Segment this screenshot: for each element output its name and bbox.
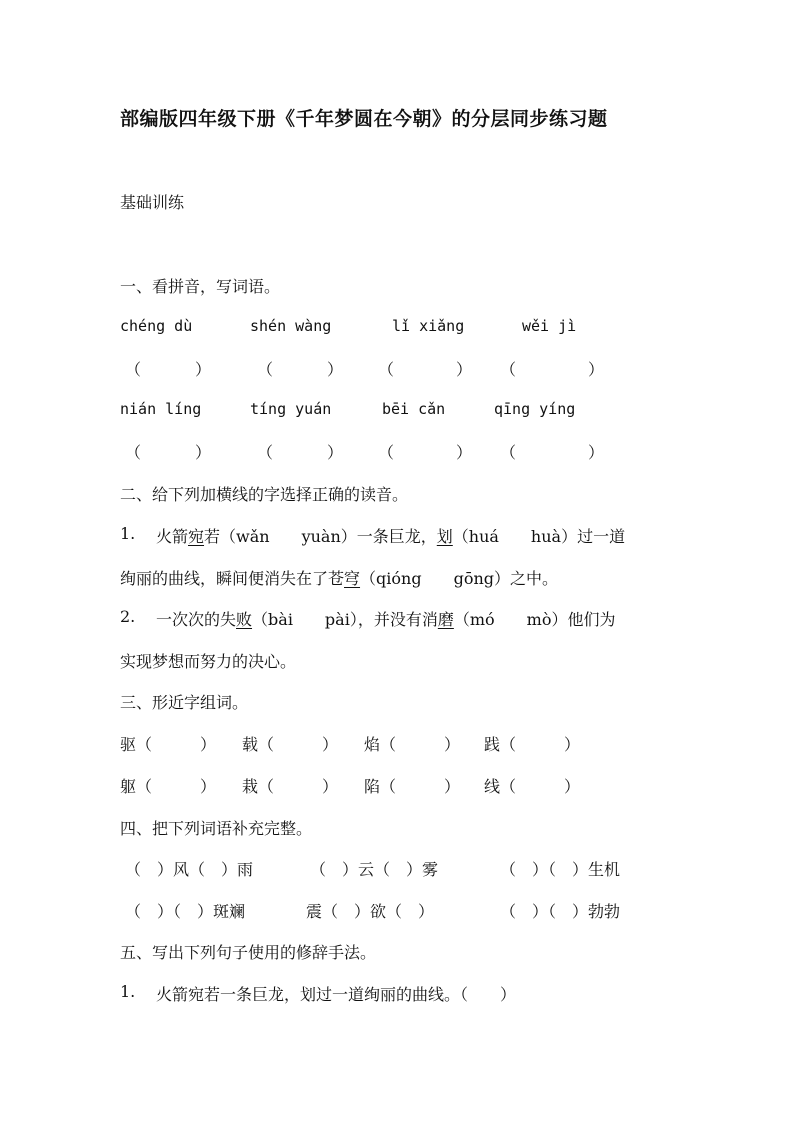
blank-close: ） [588, 360, 605, 379]
underlined-char: 划 [436, 527, 453, 546]
item-number: 1. [120, 982, 136, 1001]
blank-open: （ [378, 443, 395, 462]
sentence-text: 火箭宛若（wǎn yuàn）一条巨龙，划（huá huà）过一道 [156, 527, 626, 546]
blank-close: ） [588, 443, 605, 462]
underlined-char: 宛 [188, 527, 205, 546]
q5-heading: 五、写出下列句子使用的修辞手法。 [120, 943, 377, 962]
pinyin-item: tíng yuán [250, 400, 332, 418]
item-number: 2. [120, 607, 136, 626]
q1-heading: 一、看拼音，写词语。 [120, 277, 281, 296]
blank-close: ） [327, 443, 344, 462]
blank-close: ） [195, 360, 212, 379]
blank-open: （ [257, 360, 274, 379]
idiom-item: （ ）（ ）勃勃 [500, 902, 621, 921]
word-item: 躯（ ） [120, 777, 217, 796]
blank-open: （ [257, 443, 274, 462]
pinyin-item: bēi cǎn [382, 400, 446, 418]
pinyin-item: qīng yíng [494, 400, 576, 418]
underlined-char: 穹 [344, 569, 361, 588]
q2-heading: 二、给下列加横线的字选择正确的读音。 [120, 485, 409, 504]
blank-open: （ [500, 360, 517, 379]
pinyin-item: chéng dù [120, 317, 193, 335]
item-number: 1. [120, 524, 136, 543]
word-item: 陷（ ） [364, 777, 461, 796]
idiom-item: （ ）风（ ）雨 [125, 860, 254, 879]
word-item: 焰（ ） [364, 735, 461, 754]
idiom-item: （ ）云（ ）雾 [310, 860, 439, 879]
q4-heading: 四、把下列词语补充完整。 [120, 819, 313, 838]
blank-open: （ [125, 360, 142, 379]
blank-close: ） [195, 443, 212, 462]
blank-close: ） [456, 443, 473, 462]
word-item: 载（ ） [242, 735, 339, 754]
word-item: 线（ ） [484, 777, 581, 796]
page-title: 部编版四年级下册《千年梦圆在今朝》的分层同步练习题 [120, 108, 608, 130]
sentence-text: 绚丽的曲线，瞬间便消失在了苍穹（qióng gōng）之中。 [120, 569, 558, 588]
idiom-item: （ ）（ ）斑斓 [125, 902, 246, 921]
blank-close: ） [327, 360, 344, 379]
word-item: 践（ ） [484, 735, 581, 754]
idiom-item: （ ）（ ）生机 [500, 860, 621, 879]
pinyin-item: shén wàng [250, 317, 332, 335]
pinyin-item: wěi jì [522, 317, 577, 335]
q3-heading: 三、形近字组词。 [120, 693, 249, 712]
section-heading-basic: 基础训练 [120, 193, 185, 212]
blank-close: ） [456, 360, 473, 379]
sentence-text: 火箭宛若一条巨龙，划过一道绚丽的曲线。（ ） [156, 985, 517, 1004]
blank-open: （ [378, 360, 395, 379]
blank-open: （ [500, 443, 517, 462]
word-item: 驱（ ） [120, 735, 217, 754]
pinyin-item: nián líng [120, 400, 202, 418]
sentence-text: 实现梦想而努力的决心。 [120, 652, 297, 671]
underlined-char: 磨 [437, 610, 454, 629]
blank-open: （ [125, 443, 142, 462]
word-item: 栽（ ） [242, 777, 339, 796]
pinyin-item: lǐ xiǎng [392, 317, 465, 335]
idiom-item: 震（ ）欲（ ） [306, 902, 435, 921]
sentence-text: 一次次的失败（bài pài），并没有消磨（mó mò）他们为 [156, 610, 616, 629]
underlined-char: 败 [236, 610, 253, 629]
